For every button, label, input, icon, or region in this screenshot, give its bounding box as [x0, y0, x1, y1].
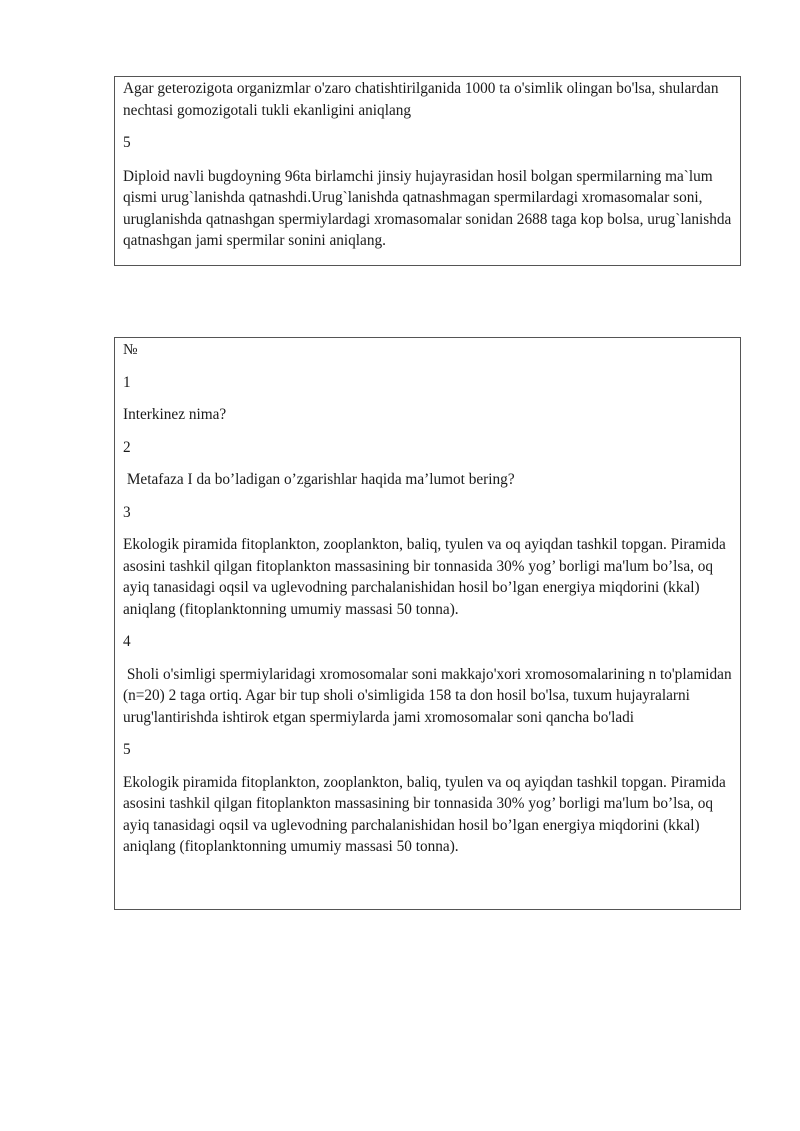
question-number: 5 [123, 741, 131, 758]
question-number: 2 [123, 438, 131, 456]
question-text: Agar geterozigota organizmlar o'zaro chatishtirilganida 1000 ta o'simlik olingan bo'lsa, shulardan nechtasi gomozigotali tukli ekanligini aniqlang [123, 80, 719, 119]
question-text: Ekologik piramida fitoplankton, zooplankton, baliq, tyulen va oq ayiqdan tashkil topgan. Piramida asosini tashkil qilgan fitoplankton massasining bir tonnasida 30% yog’ borligi ma'lum bo’lsa, oq ayiq tanasidagi oqsil va uglevodning parchalanishidan hosil bo’lgan energiya miqdorini (kkal) aniqlang (fitoplanktonning umumiy massasi 50 tonna). [123, 536, 726, 618]
table-header-number: № [123, 341, 138, 358]
question-text: Metafaza I da bo’ladigan o’zgarishlar haqida ma’lumot bering? [123, 471, 515, 488]
question-number: 4 [123, 633, 131, 650]
question-table-top [114, 76, 741, 266]
question-table-bottom [114, 337, 741, 910]
question-number: 5 [123, 134, 131, 151]
question-text: Sholi o'simligi spermiylaridagi xromosomalar soni makkajo'xori xromosomalarining n to'plamidan (n=20) 2 taga ortiq. Agar bir tup sholi o'simligida 158 ta don hosil bo'lsa, tuxum hujayralarni urug'lantirishda ishtirok etgan spermiylarda jami xromosomalar soni qancha bo'ladi [123, 665, 736, 726]
question-text: Diploid navli bugdoyning 96ta birlamchi jinsiy hujayrasidan hosil bolgan spermilarning ma`lum qismi urug`lanishda qatnashdi.Urug`lanishda qatnashmagan spermilardagi xromasomalar soni, uruglanishda qatnashgan spermiylardagi xromasomalar sonidan 2688 taga kop bolsa, urug`lanishda qatnashgan jami spermilar sonini aniqlang. [123, 167, 732, 249]
question-number: 3 [123, 503, 131, 521]
question-text: Ekologik piramida fitoplankton, zooplankton, baliq, tyulen va oq ayiqdan tashkil topgan. Piramida asosini tashkil qilgan fitoplankton massasining bir tonnasida 30% yog’ borligi ma'lum bo’lsa, oq ayiq tanasidagi oqsil va uglevodning parchalanishidan hosil bo’lgan energiya miqdorini (kkal) aniqlang (fitoplanktonning umumiy massasi 50 tonna). [123, 773, 726, 855]
question-text: Interkinez nima? [123, 406, 227, 423]
question-number: 1 [123, 373, 131, 391]
